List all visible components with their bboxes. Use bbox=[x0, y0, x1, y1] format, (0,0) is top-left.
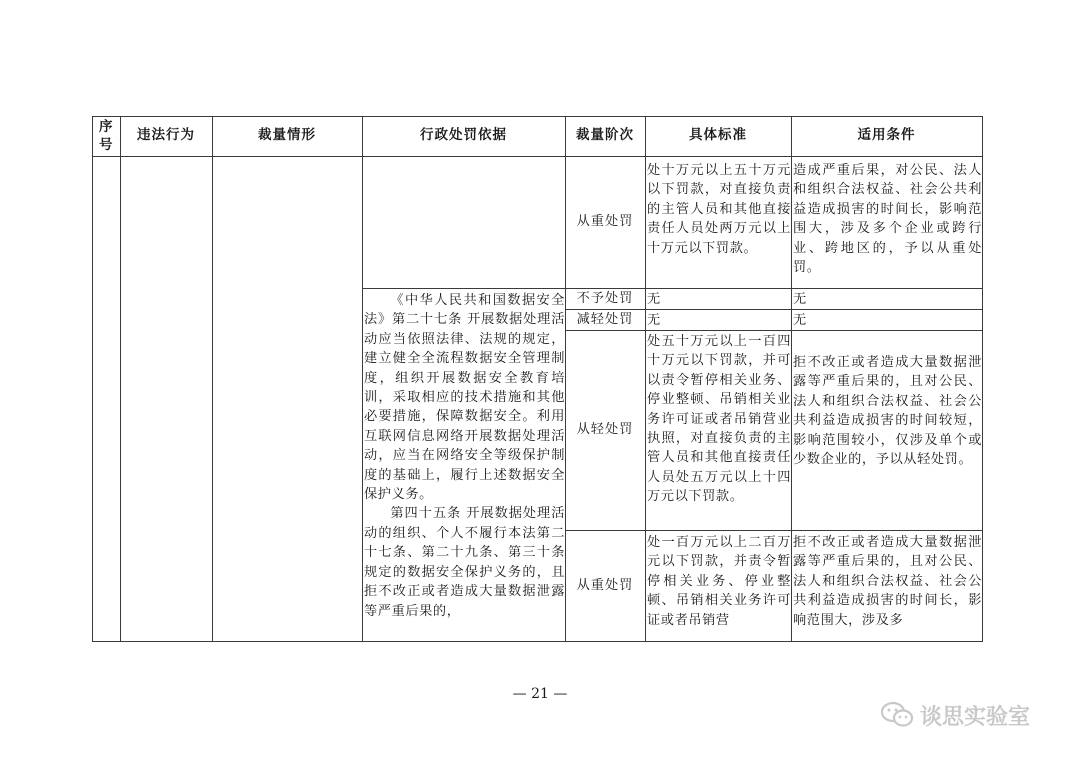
basis-cell bbox=[362, 290, 565, 640]
header-seq bbox=[92, 116, 120, 156]
standard-cell: 无 bbox=[647, 313, 661, 328]
header-level: 裁量阶次 bbox=[576, 127, 634, 144]
level-cell: 从重处罚 bbox=[576, 578, 634, 594]
header-standard: 具体标准 bbox=[689, 127, 747, 144]
row-divider bbox=[565, 330, 983, 331]
condition-cell: 无 bbox=[793, 292, 807, 307]
header-bottom-line bbox=[92, 156, 983, 157]
standard-cell: 处一百万元以上二百万元以下罚款，并责令暂停相关业务、停业整顿、吊销相关业务许可证或者吊销营 bbox=[647, 535, 791, 628]
header-violation: 违法行为 bbox=[137, 127, 195, 144]
condition-cell: 拒不改正或者造成大量数据泄露等严重后果的，且对公民、法人和组织合法权益、社会公共利益造成损害的时间较短，影响范围较小，仅涉及单个或少数企业的，予以从轻处罚。 bbox=[793, 355, 982, 468]
header-condition: 适用条件 bbox=[857, 127, 916, 144]
standard-cell: 无 bbox=[647, 292, 661, 307]
row-divider bbox=[565, 530, 983, 531]
standard-cell: 处五十万元以上一百四十万元以下罚款，并可以责令暂停相关业务、停业整顿、吊销相关业务许可证或者吊销营业执照，对直接负责的主管人员和其他直接责任人员处五万元以上十四万元以下罚款。 bbox=[647, 334, 791, 505]
row-divider bbox=[565, 309, 983, 310]
table-border-top bbox=[92, 116, 983, 117]
condition-cell: 无 bbox=[793, 313, 807, 328]
table-border-bottom bbox=[92, 641, 983, 642]
col-divider bbox=[120, 116, 121, 642]
watermark bbox=[880, 700, 1030, 730]
col-divider bbox=[212, 116, 213, 642]
condition-cell: 拒不改正或者造成大量数据泄露等严重后果的，且对公民、法人和组织合法权益、社会公共利益造成损害的时间长，影响范围大，涉及多 bbox=[793, 535, 982, 628]
basis-paragraph: 《中华人民共和国数据安全法》第二十七条 开展数据处理活动应当依照法律、法规的规定，建立健全全流程数据安全管理制度，组织开展数据安全教育培训，采取相应的技术措施和其他必要措施，保障数据安全。利用互联网信息网络开展数据处理活动，应当在网络安全等级保护制度的基础上，履行上述数据安全保护义务。 bbox=[364, 293, 565, 503]
table-border-right bbox=[982, 116, 983, 642]
standard-cell: 处十万元以上五十万元以下罚款，对直接负责的主管人员和其他直接责任人员处两万元以上十万元以下罚款。 bbox=[647, 163, 791, 256]
row-divider bbox=[362, 288, 983, 289]
col-divider bbox=[362, 116, 363, 642]
header-circumstance: 裁量情形 bbox=[258, 127, 316, 144]
level-cell: 从重处罚 bbox=[576, 214, 634, 230]
level-cell: 不予处罚 bbox=[576, 290, 634, 306]
header-seq-label: 序号 bbox=[99, 119, 114, 153]
basis-paragraph: 第四十五条 开展数据处理活动的组织、个人不履行本法第二十七条、第二十九条、第三十条规定的数据安全保护义务的，且拒不改正或者造成大量数据泄露等严重后果的， bbox=[364, 506, 565, 619]
page-number: — 21 — bbox=[512, 686, 568, 702]
col-divider bbox=[791, 116, 792, 642]
table-border-left bbox=[92, 116, 93, 642]
col-divider bbox=[645, 116, 646, 642]
col-divider bbox=[565, 116, 566, 642]
wechat-icon bbox=[880, 701, 914, 729]
level-cell: 减轻处罚 bbox=[576, 311, 634, 327]
watermark-text: 谈思实验室 bbox=[920, 704, 1031, 730]
condition-cell: 造成严重后果，对公民、法人和组织合法权益、社会公共利益造成损害的时间长，影响范围大，涉及多个企业或跨行业、跨地区的，予以从重处罚。 bbox=[793, 163, 982, 276]
level-cell: 从轻处罚 bbox=[576, 422, 634, 438]
header-basis: 行政处罚依据 bbox=[420, 127, 507, 144]
